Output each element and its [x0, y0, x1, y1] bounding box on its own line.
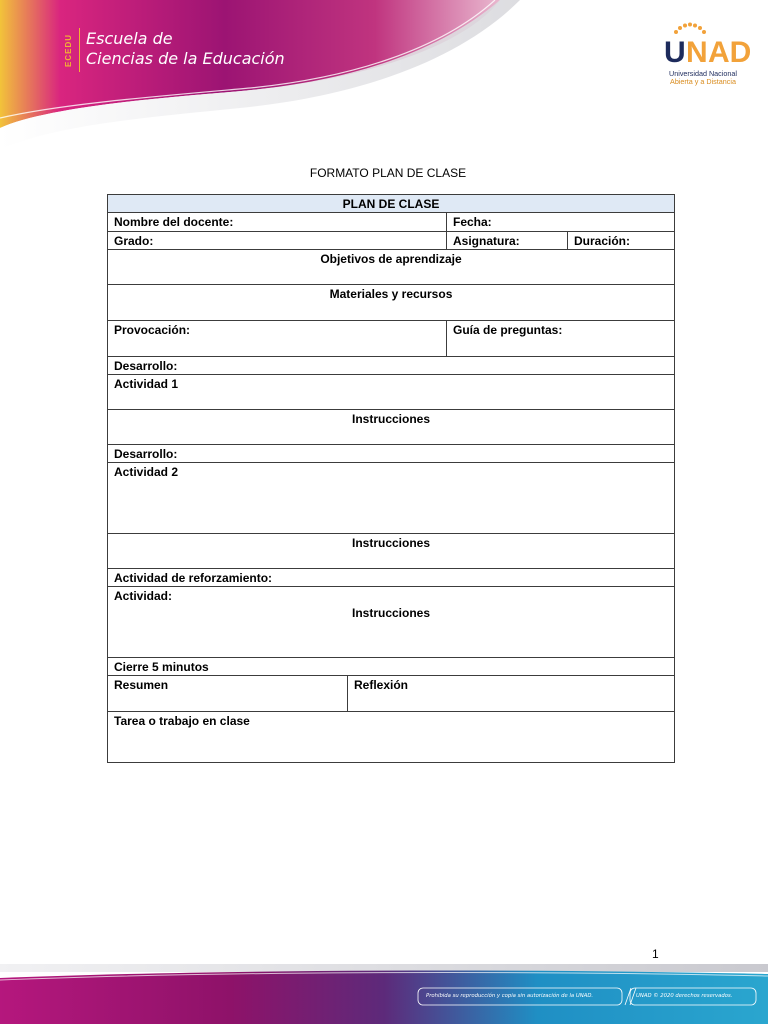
page-number: 1 — [652, 947, 659, 961]
unad-logo — [662, 22, 752, 92]
question-guide-cell: Guía de preguntas: — [446, 320, 674, 356]
reinforcement-cell: Actividad de reforzamiento: — [108, 568, 674, 586]
svg-text:N: N — [686, 36, 708, 69]
unad-logo-mark — [662, 22, 752, 69]
header-swoosh-graphic — [0, 0, 768, 150]
instructions-1-cell: Instrucciones — [108, 409, 674, 444]
reinforcement-activity-cell — [108, 586, 674, 657]
unad-subtitle-line1: Universidad Nacional — [669, 69, 737, 78]
instructions-2-cell: Instrucciones — [108, 533, 674, 568]
objectives-cell: Objetivos de aprendizaje — [108, 249, 674, 284]
prohibition-note: Prohibida su reproducción y copia sin autorización de la UNAD. — [426, 993, 594, 999]
materials-cell: Materiales y recursos — [108, 284, 674, 320]
header-banner — [0, 0, 768, 150]
development-1-cell: Desarrollo: — [108, 356, 674, 374]
development-2-cell: Desarrollo: — [108, 444, 674, 462]
school-name — [86, 29, 285, 69]
unad-subtitle-line2: Abierta y a Distancia — [670, 77, 736, 86]
teacher-name-cell: Nombre del docente: — [108, 212, 446, 231]
activity-2-cell: Actividad 2 — [108, 462, 674, 533]
closing-cell: Cierre 5 minutos — [108, 657, 674, 675]
duration-cell: Duración: — [567, 231, 674, 249]
summary-cell: Resumen — [108, 675, 347, 711]
homework-cell: Tarea o trabajo en clase — [108, 711, 674, 762]
lesson-plan-form — [107, 194, 675, 763]
date-cell: Fecha: — [446, 212, 674, 231]
school-logo-divider — [79, 28, 80, 72]
provocation-cell: Provocación: — [108, 320, 446, 356]
svg-text:U: U — [664, 36, 686, 69]
grade-cell: Grado: — [108, 231, 446, 249]
reinforcement-activity-label: Actividad: — [114, 589, 173, 603]
reflection-cell: Reflexión — [347, 675, 674, 711]
document-title: FORMATO PLAN DE CLASE — [309, 166, 467, 180]
subject-cell: Asignatura: — [446, 231, 567, 249]
unad-subtitle — [662, 70, 744, 86]
svg-text:AD: AD — [708, 36, 752, 69]
school-name-line1: Escuela de — [86, 29, 173, 48]
form-header: PLAN DE CLASE — [108, 195, 674, 212]
ecedu-tag: ECEDU — [64, 33, 73, 67]
activity-1-cell: Actividad 1 — [108, 374, 674, 409]
instructions-3-label: Instrucciones — [351, 606, 431, 620]
school-name-line2: Ciencias de la Educación — [86, 49, 285, 68]
copyright-note: UNAD © 2020 derechos reservados. — [636, 993, 733, 999]
